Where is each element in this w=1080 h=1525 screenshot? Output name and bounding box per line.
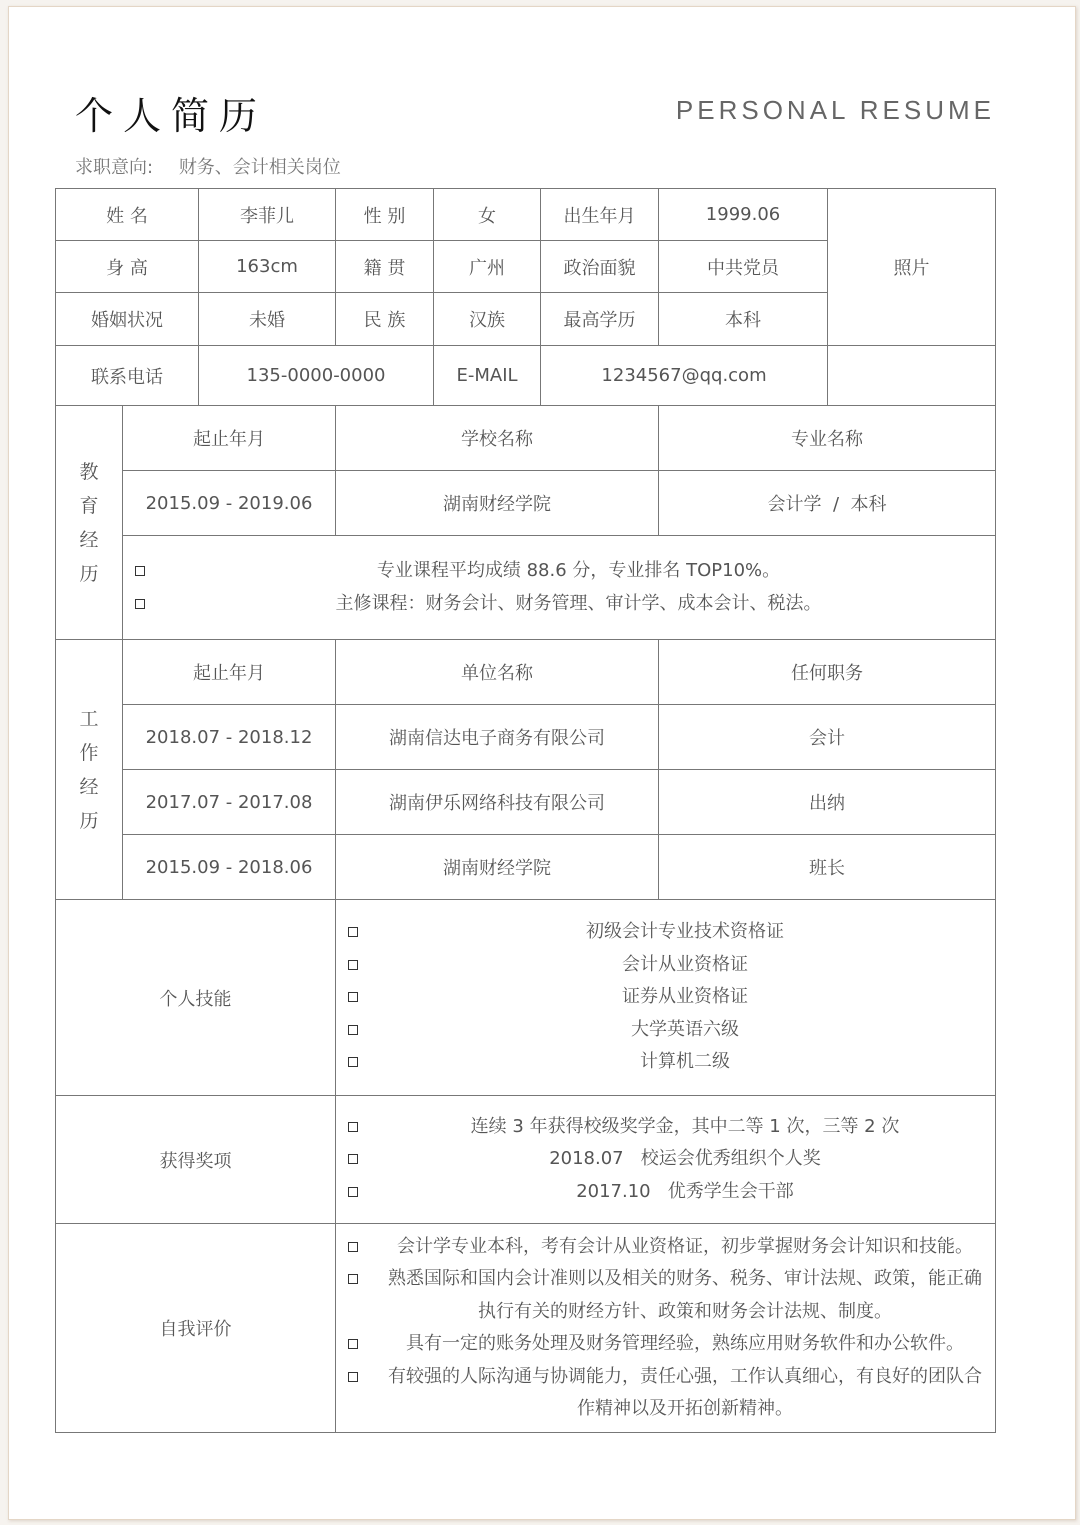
work-period: 2015.09 - 2018.06 bbox=[123, 835, 336, 900]
edu-school: 湖南财经学院 bbox=[336, 471, 659, 536]
checkbox-icon bbox=[348, 1057, 358, 1067]
self-eval-list bbox=[336, 1224, 996, 1433]
edu-header-school: 学校名称 bbox=[336, 406, 659, 471]
education-label: 最高学历 bbox=[541, 293, 659, 346]
phone-label: 联系电话 bbox=[56, 346, 199, 406]
awards-label: 获得奖项 bbox=[56, 1096, 336, 1224]
ethnicity-value: 汉族 bbox=[434, 293, 541, 346]
marital-value: 未婚 bbox=[199, 293, 336, 346]
list-item: 主修课程：财务会计、财务管理、审计学、成本会计、税法。 bbox=[135, 588, 987, 621]
email-label: E-MAIL bbox=[434, 346, 541, 406]
list-item: 有较强的人际沟通与协调能力，责任心强，工作认真细心，有良好的团队合作精神以及开拓创新精神。 bbox=[348, 1361, 987, 1426]
work-section-label bbox=[56, 640, 123, 900]
work-char: 作 bbox=[79, 741, 99, 764]
politics-value: 中共党员 bbox=[659, 241, 828, 293]
ethnicity-label: 民 族 bbox=[336, 293, 434, 346]
education-value: 本科 bbox=[659, 293, 828, 346]
politics-label: 政治面貌 bbox=[541, 241, 659, 293]
height-label: 身 高 bbox=[56, 241, 199, 293]
edu-header-major: 专业名称 bbox=[659, 406, 996, 471]
awards-list bbox=[336, 1096, 996, 1224]
checkbox-icon bbox=[348, 1274, 358, 1284]
height-value: 163cm bbox=[199, 241, 336, 293]
job-objective bbox=[75, 153, 341, 179]
checkbox-icon bbox=[348, 1187, 358, 1197]
checkbox-icon bbox=[135, 599, 145, 609]
list-item: 会计学专业本科，考有会计从业资格证，初步掌握财务会计知识和技能。 bbox=[348, 1231, 987, 1264]
phone-value: 135-0000-0000 bbox=[199, 346, 434, 406]
table-row bbox=[56, 835, 996, 900]
table-row bbox=[56, 705, 996, 770]
edu-char: 教 bbox=[79, 460, 99, 483]
skills-list bbox=[336, 900, 996, 1096]
work-char: 历 bbox=[79, 809, 99, 832]
edu-period: 2015.09 - 2019.06 bbox=[123, 471, 336, 536]
work-company: 湖南信达电子商务有限公司 bbox=[336, 705, 659, 770]
marital-label: 婚姻状况 bbox=[56, 293, 199, 346]
origin-label: 籍 贯 bbox=[336, 241, 434, 293]
list-item: 大学英语六级 bbox=[348, 1014, 987, 1047]
gender-label: 性 别 bbox=[336, 189, 434, 241]
work-role: 班长 bbox=[659, 835, 996, 900]
photo-blank bbox=[828, 346, 996, 406]
objective-label: 求职意向: bbox=[75, 157, 154, 178]
education-section-label bbox=[56, 406, 123, 640]
gender-value: 女 bbox=[434, 189, 541, 241]
edu-char: 历 bbox=[79, 562, 99, 585]
birth-value: 1999.06 bbox=[659, 189, 828, 241]
email-value: 1234567@qq.com bbox=[541, 346, 828, 406]
list-item: 初级会计专业技术资格证 bbox=[348, 916, 987, 949]
work-header-period: 起止年月 bbox=[123, 640, 336, 705]
work-role: 会计 bbox=[659, 705, 996, 770]
skills-label: 个人技能 bbox=[56, 900, 336, 1096]
work-company: 湖南财经学院 bbox=[336, 835, 659, 900]
page-subtitle: PERSONAL RESUME bbox=[675, 95, 995, 125]
page-title: 个人简历 bbox=[75, 94, 268, 138]
photo-placeholder: 照片 bbox=[828, 189, 996, 346]
checkbox-icon bbox=[348, 1242, 358, 1252]
birth-label: 出生年月 bbox=[541, 189, 659, 241]
work-company: 湖南伊乐网络科技有限公司 bbox=[336, 770, 659, 835]
work-header-company: 单位名称 bbox=[336, 640, 659, 705]
work-period: 2018.07 - 2018.12 bbox=[123, 705, 336, 770]
checkbox-icon bbox=[348, 1339, 358, 1349]
checkbox-icon bbox=[348, 1154, 358, 1164]
edu-notes bbox=[123, 536, 996, 640]
list-item: 熟悉国际和国内会计准则以及相关的财务、税务、审计法规、政策，能正确执行有关的财经方针、政策和财务会计法规、制度。 bbox=[348, 1263, 987, 1328]
name-label: 姓 名 bbox=[56, 189, 199, 241]
work-header-role: 任何职务 bbox=[659, 640, 996, 705]
checkbox-icon bbox=[348, 927, 358, 937]
name-value: 李菲儿 bbox=[199, 189, 336, 241]
list-item: 2018.07 校运会优秀组织个人奖 bbox=[348, 1143, 987, 1176]
list-item: 连续 3 年获得校级奖学金，其中二等 1 次，三等 2 次 bbox=[348, 1111, 987, 1144]
list-item: 专业课程平均成绩 88.6 分，专业排名 TOP10%。 bbox=[135, 555, 987, 588]
edu-major: 会计学 / 本科 bbox=[659, 471, 996, 536]
origin-value: 广州 bbox=[434, 241, 541, 293]
checkbox-icon bbox=[348, 1025, 358, 1035]
list-item: 会计从业资格证 bbox=[348, 949, 987, 982]
checkbox-icon bbox=[135, 566, 145, 576]
edu-header-period: 起止年月 bbox=[123, 406, 336, 471]
work-char: 经 bbox=[79, 775, 99, 798]
checkbox-icon bbox=[348, 992, 358, 1002]
self-eval-label: 自我评价 bbox=[56, 1224, 336, 1433]
work-period: 2017.07 - 2017.08 bbox=[123, 770, 336, 835]
resume-table bbox=[55, 188, 996, 1433]
list-item: 证券从业资格证 bbox=[348, 981, 987, 1014]
table-row bbox=[56, 770, 996, 835]
objective-value: 财务、会计相关岗位 bbox=[178, 157, 341, 178]
list-item: 具有一定的账务处理及财务管理经验，熟练应用财务软件和办公软件。 bbox=[348, 1328, 987, 1361]
checkbox-icon bbox=[348, 960, 358, 970]
work-char: 工 bbox=[79, 707, 99, 730]
checkbox-icon bbox=[348, 1122, 358, 1132]
edu-char: 经 bbox=[79, 528, 99, 551]
edu-char: 育 bbox=[79, 494, 99, 517]
work-role: 出纳 bbox=[659, 770, 996, 835]
checkbox-icon bbox=[348, 1372, 358, 1382]
list-item: 2017.10 优秀学生会干部 bbox=[348, 1176, 987, 1209]
list-item: 计算机二级 bbox=[348, 1046, 987, 1079]
